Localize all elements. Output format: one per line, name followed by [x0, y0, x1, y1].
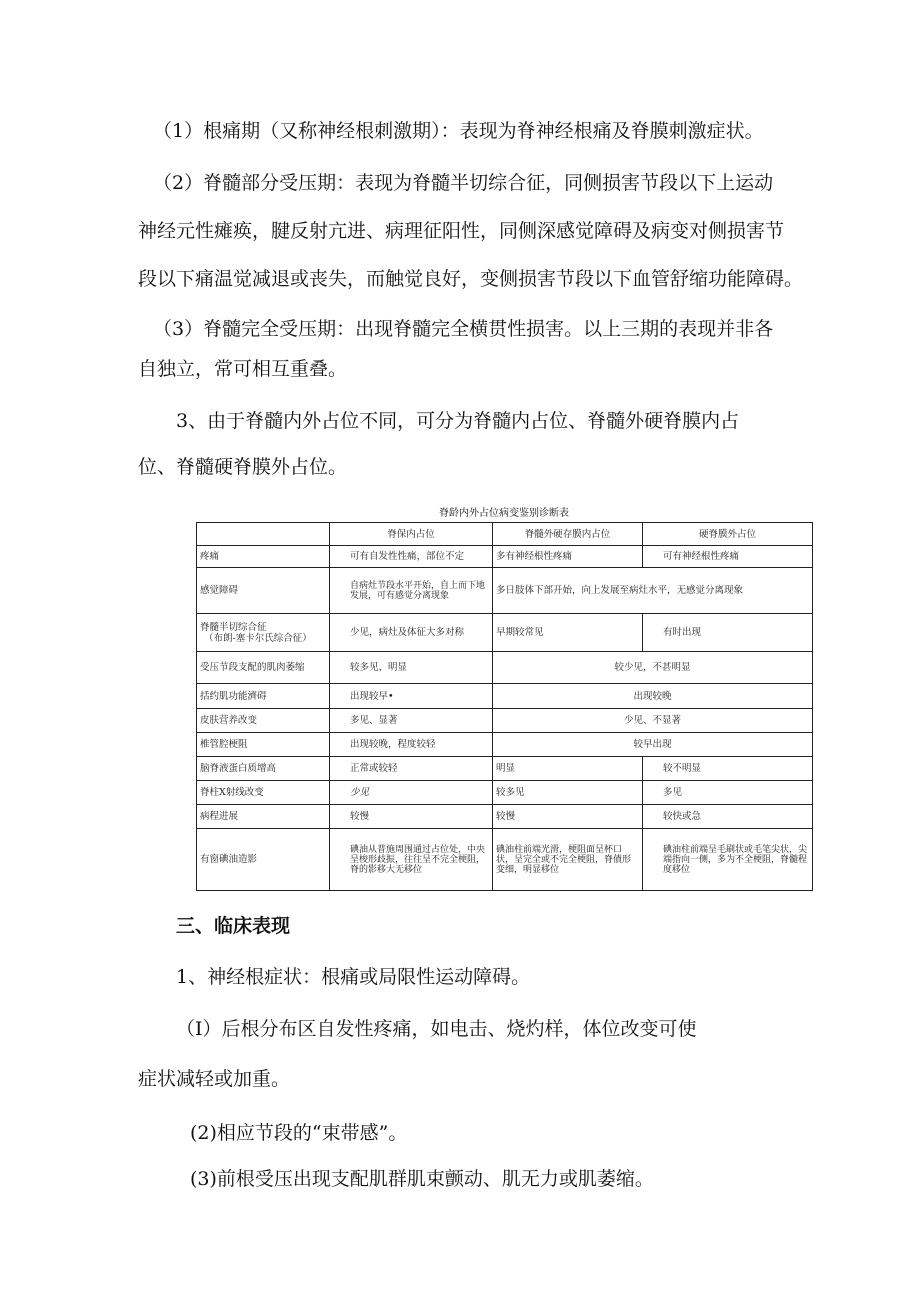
table-cell: 多有神经根性疼痛: [493, 546, 643, 568]
table-row: [197, 709, 813, 733]
header-cell: 硬脊膜外占位: [643, 523, 813, 546]
table-cell: 出现较晚，程度较轻: [330, 733, 493, 757]
table-row: [197, 652, 813, 684]
row-label: 受压节段支配的肌肉萎缩: [197, 652, 330, 684]
table-cell: 少见、不显著: [493, 709, 813, 733]
paragraph-line: 段以下痛温觉减退或丧失，而触觉良好，变侧损害节段以下血管舒缩功能障碍。: [138, 268, 804, 290]
table-cell: 多见: [643, 781, 813, 805]
table-cell: 较慢: [493, 805, 643, 829]
table-cell: 少见，病灶及体征大多对称: [330, 614, 493, 652]
row-label: 脑脊液蛋白质增高: [197, 757, 330, 781]
row-label-line: 脊髓半切综合征: [200, 621, 267, 633]
table-row: [197, 568, 813, 614]
row-label: 病程进展: [197, 805, 330, 829]
section-heading: 三、临床表现: [176, 915, 291, 937]
table-cell: 较少见，不甚明显: [493, 652, 813, 684]
header-cell: 脊保内占位: [330, 523, 493, 546]
table-row: [197, 684, 813, 709]
paragraph-line: 症状减轻或加重。: [138, 1068, 291, 1090]
table-cell: 较多见: [493, 781, 643, 805]
header-cell: [197, 523, 330, 546]
row-label: 椎管腔梗阻: [197, 733, 330, 757]
paragraph-line: （1）根痛期（又称神经根刺激期）：表现为脊神经根痛及脊膜刺激症状。: [153, 120, 764, 142]
row-label: 感觉障碍: [197, 568, 330, 614]
paragraph-line: 1、神经根症状：根痛或局限性运动障碍。: [176, 966, 531, 988]
table-cell: 自病灶节段水平开始，自上而下地发展，可有感觉分离现象: [330, 568, 493, 614]
table-cell: 出现较晚: [493, 684, 813, 709]
table-row: [197, 781, 813, 805]
row-label-line: （布朗-塞卡尔氏综合征）: [204, 632, 312, 644]
paragraph-line: 神经元性瘫痪，腱反射亢进、病理征阳性，同侧深感觉障碍及病变对侧损害节: [138, 220, 785, 242]
table-cell: 可有自发性性痛，部位不定: [330, 546, 493, 568]
table-cell: 明显: [493, 757, 643, 781]
table-title: 脊龄内外占位病变鉴别诊断表: [439, 508, 569, 519]
table-cell: 碘油从普施周围通过占位处，中央呈梭形歧振，往往呈不完全梗阻，脊的影移大无移位: [330, 829, 493, 891]
table-row: [197, 757, 813, 781]
diagnosis-table: [196, 522, 813, 891]
table-cell: [330, 781, 493, 805]
table-cell: 多日肢体下部开始，向上发展至病灶水平，无感觉分离现象: [493, 568, 813, 614]
table-cell: 可有神经根性疼痛: [643, 546, 813, 568]
table-cell: 碘油柱前端光滑，梗阻面呈杯口状，呈完全或不完全梗阻，脊債形变细，明显移位: [493, 829, 643, 891]
row-label: 括约肌功能濟碍: [197, 684, 330, 709]
table-cell: 多见、显著: [330, 709, 493, 733]
table-cell: 碘油柱前端呈毛刷状或毛笔尖状，尖端指向一侧，多为不全梗阻，脊髓程度移位: [643, 829, 813, 891]
paragraph-line: （3）脊髓完全受压期：出现脊髓完全横贯性损害。以上三期的表现并非各: [153, 318, 774, 340]
header-cell: 脊髓外硬存膜内占位: [493, 523, 643, 546]
table-row: [197, 805, 813, 829]
paragraph-line: (2)相应节段的“束带感”。: [190, 1122, 408, 1144]
table-header-row: [197, 523, 813, 546]
table-cell-text: 少见: [350, 787, 370, 798]
table-cell: 较不明显: [643, 757, 813, 781]
row-label: 脊柱X射线改变: [197, 781, 330, 805]
paragraph-line: 位、脊髓硬脊膜外占位。: [138, 456, 348, 478]
row-label: 疼痛: [197, 546, 330, 568]
row-label: [197, 614, 330, 652]
row-label: 皮肤营养改变: [197, 709, 330, 733]
table-cell: 较快或急: [643, 805, 813, 829]
table-row: [197, 546, 813, 568]
table-cell: 正常或较轻: [330, 757, 493, 781]
table-cell: 早期较常见: [493, 614, 643, 652]
table-cell: 有时出现: [643, 614, 813, 652]
table-row: [197, 614, 813, 652]
table-row: [197, 733, 813, 757]
paragraph-line: 3、由于脊髓内外占位不同，可分为脊髓内占位、脊髓外硬脊膜内占: [176, 410, 740, 432]
paragraph-line: （2）脊髓部分受压期：表现为脊髓半切综合征，同侧损害节段以下上运动: [153, 172, 774, 194]
row-label: 有窗碘油造影: [197, 829, 330, 891]
paragraph-line: 自独立，常可相互重叠。: [138, 358, 348, 380]
table-cell: 较早出现: [493, 733, 813, 757]
paragraph-line: （I）后根分布区自发性疼痛，如电击、烧灼样，体位改变可使: [176, 1018, 697, 1040]
table-cell: 较慢: [330, 805, 493, 829]
paragraph-line: (3)前根受压出现支配肌群肌束颤动、肌无力或肌萎缩。: [190, 1168, 654, 1190]
table-cell: 较多见、明显: [330, 652, 493, 684]
table-row: [197, 829, 813, 891]
table-cell: 出现较早•: [330, 684, 493, 709]
